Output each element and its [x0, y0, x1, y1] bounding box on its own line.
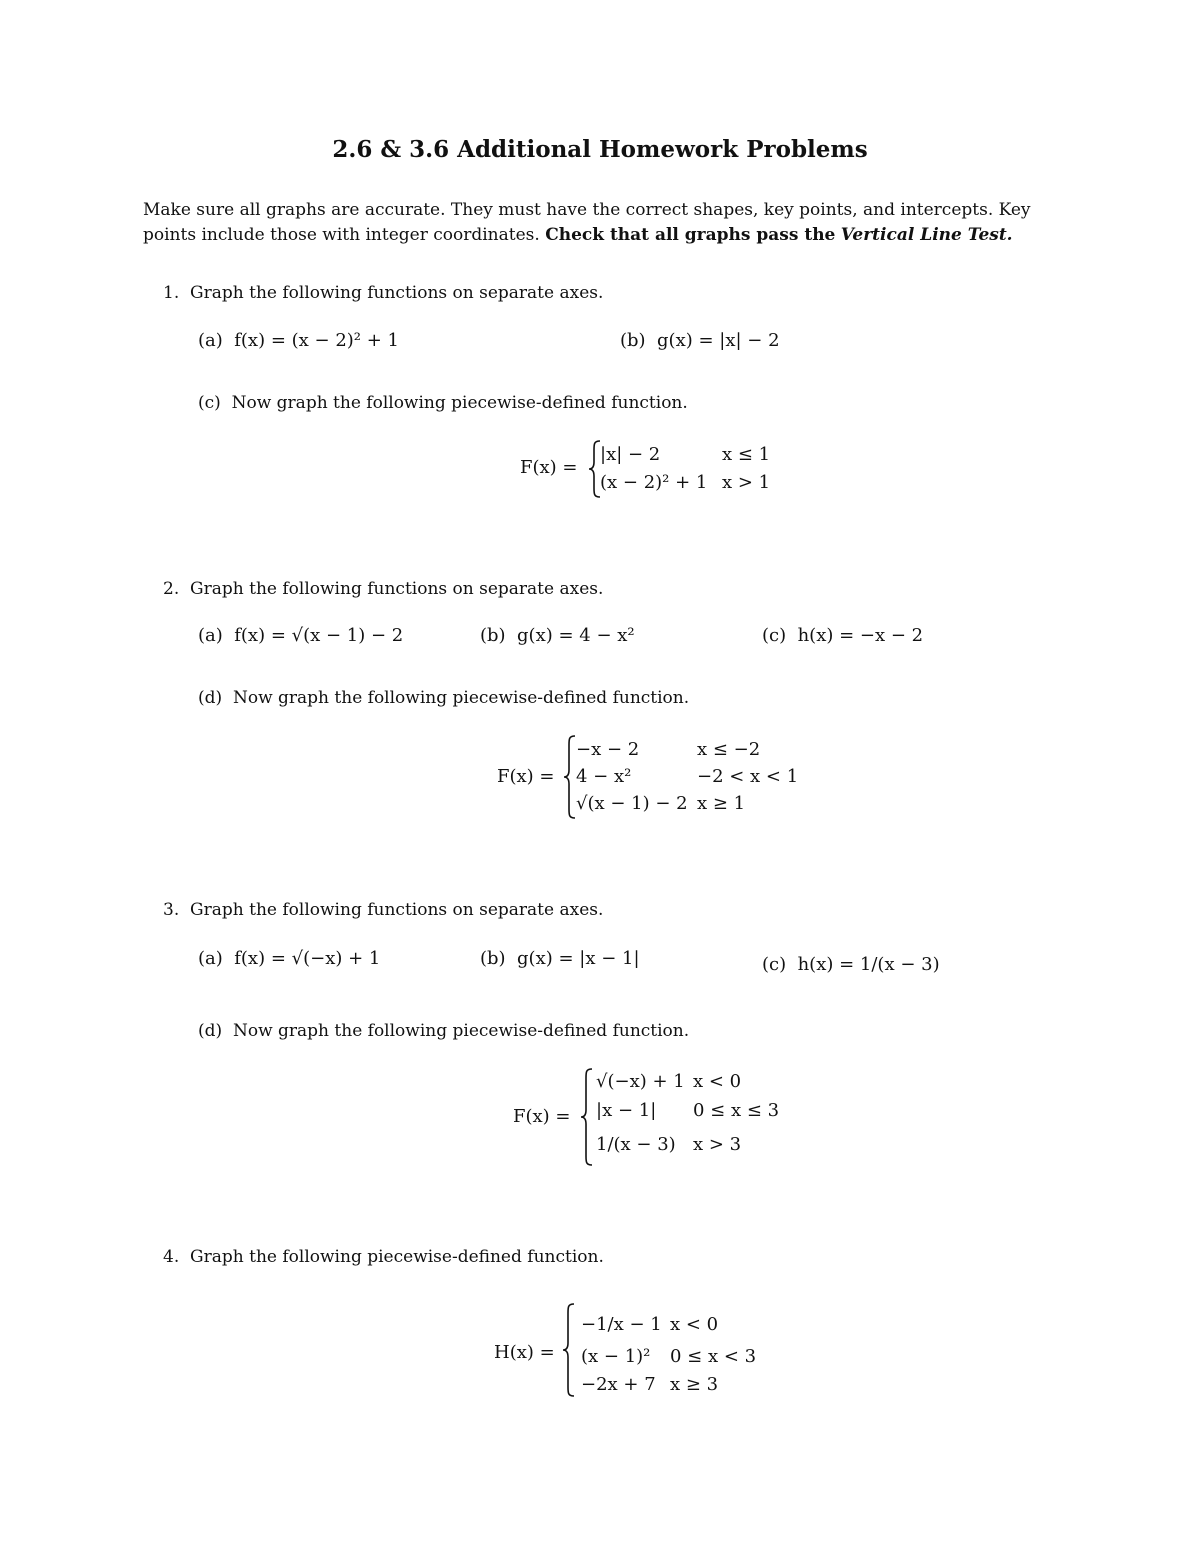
problem-1-row-2-cond: x > 1: [722, 472, 771, 493]
problem-3-row-1-expr: √(−x) + 1: [596, 1071, 685, 1092]
problem-4-row-1-expr: −1/x − 1: [581, 1314, 662, 1335]
problem-2c: (c) h(x) = −x − 2: [762, 625, 924, 646]
problem-3-brace: [580, 1068, 594, 1166]
intro-vertical-line-test: Vertical Line Test.: [840, 225, 1013, 245]
problem-1a: (a) f(x) = (x − 2)² + 1: [198, 330, 399, 351]
intro-check-bold: Check that all graphs pass the: [545, 225, 836, 245]
problem-1-instruction: 1. Graph the following functions on separate axes.: [163, 283, 604, 303]
problem-4-row-1-cond: x < 0: [670, 1314, 719, 1335]
problem-4-piecewise-name: H(x) =: [494, 1342, 555, 1363]
problem-4-brace: [562, 1303, 576, 1397]
problem-1a-expr: f(x) = (x − 2)² + 1: [234, 330, 399, 351]
problem-2-row-3-cond: x ≥ 1: [697, 793, 746, 814]
problem-2-row-1-expr: −x − 2: [576, 739, 640, 760]
problem-1-piecewise-name: F(x) =: [520, 457, 578, 478]
problem-3c-expr: h(x) = 1/(x − 3): [797, 954, 940, 975]
problem-2c-expr: h(x) = −x − 2: [797, 625, 924, 646]
page-title: 2.6 & 3.6 Additional Homework Problems: [332, 136, 868, 163]
problem-2b: (b) g(x) = 4 − x²: [480, 625, 635, 646]
problem-2-row-1-cond: x ≤ −2: [697, 739, 761, 760]
problem-1b: (b) g(x) = |x| − 2: [620, 330, 780, 351]
problem-3d-instruction: (d) Now graph the following piecewise-defined function.: [198, 1021, 690, 1041]
problem-3-row-3-cond: x > 3: [693, 1134, 742, 1155]
problem-3-instruction: 3. Graph the following functions on separate axes.: [163, 900, 604, 920]
problem-2-brace: [563, 735, 577, 819]
problem-4-row-2-cond: 0 ≤ x < 3: [670, 1346, 757, 1367]
problem-3c: (c) h(x) = 1/(x − 3): [762, 954, 940, 975]
problem-2-instruction: 2. Graph the following functions on separate axes.: [163, 579, 604, 599]
problem-1-row-2-expr: (x − 2)² + 1: [600, 472, 708, 493]
problem-2-piecewise-name: F(x) =: [497, 766, 555, 787]
problem-3b: (b) g(x) = |x − 1|: [480, 948, 640, 969]
intro-text: Make sure all graphs are accurate. They must have the correct shapes, key points, and intercepts. Key points include those with integer coordinates.: [143, 200, 1031, 245]
problem-3a-expr: f(x) = √(−x) + 1: [234, 948, 381, 969]
problem-3-row-2-cond: 0 ≤ x ≤ 3: [693, 1100, 780, 1121]
problem-2b-expr: g(x) = 4 − x²: [517, 625, 635, 646]
problem-3-piecewise-name: F(x) =: [513, 1106, 571, 1127]
problem-3-row-2-expr: |x − 1|: [596, 1100, 657, 1121]
problem-4-instruction: 4. Graph the following piecewise-defined function.: [163, 1247, 604, 1267]
problem-1b-expr: g(x) = |x| − 2: [657, 330, 780, 351]
problem-3-row-1-cond: x < 0: [693, 1071, 742, 1092]
problem-4-row-2-expr: (x − 1)²: [581, 1346, 651, 1367]
problem-2d-instruction: (d) Now graph the following piecewise-defined function.: [198, 688, 690, 708]
problem-2a-expr: f(x) = √(x − 1) − 2: [234, 625, 404, 646]
problem-1-row-1-expr: |x| − 2: [600, 444, 661, 465]
problem-2-row-2-cond: −2 < x < 1: [697, 766, 799, 787]
problem-1-row-1-cond: x ≤ 1: [722, 444, 771, 465]
problem-1c-instruction: (c) Now graph the following piecewise-defined function.: [198, 393, 688, 413]
problem-3b-expr: g(x) = |x − 1|: [517, 948, 640, 969]
problem-4-row-3-expr: −2x + 7: [581, 1374, 656, 1395]
problem-3-row-3-expr: 1/(x − 3): [596, 1134, 676, 1155]
problem-2-row-3-expr: √(x − 1) − 2: [576, 793, 688, 814]
problem-3a: (a) f(x) = √(−x) + 1: [198, 948, 381, 969]
problem-2a: (a) f(x) = √(x − 1) − 2: [198, 625, 404, 646]
problem-2-row-2-expr: 4 − x²: [576, 766, 632, 787]
intro-paragraph: [143, 198, 1073, 248]
problem-4-row-3-cond: x ≥ 3: [670, 1374, 719, 1395]
